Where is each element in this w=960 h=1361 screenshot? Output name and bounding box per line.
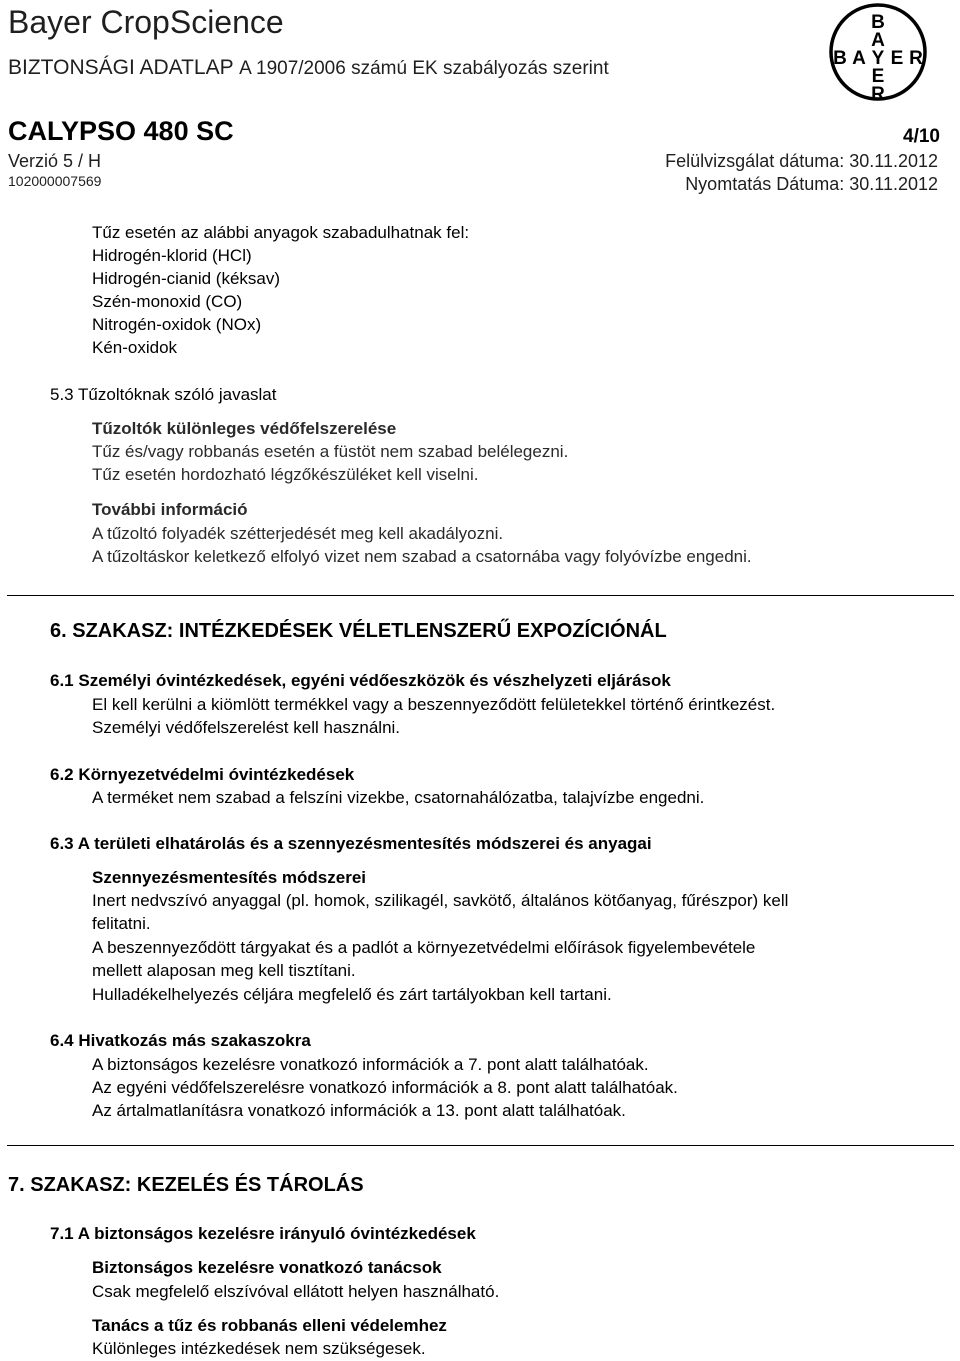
- regulation: A 1907/2006 számú EK szabályozás szerint: [239, 58, 609, 79]
- section-6-4-line: A biztonságos kezelésre vonatkozó információk a 7. pont alatt találhatóak.: [92, 1055, 649, 1074]
- section-6-3-line: A beszennyeződött tárgyakat és a padlót a környezetvédelmi előírások figyelembevétele: [92, 938, 756, 957]
- page-number: 4/10: [903, 126, 940, 147]
- logo-letter-b2: B: [833, 48, 847, 69]
- document-code: 102000007569: [8, 173, 102, 189]
- section-6-3-title: 6.3 A területi elhatárolás és a szennyezésmentesítés módszerei és anyagai: [50, 834, 652, 853]
- doc-type: BIZTONSÁGI ADATLAP: [8, 56, 234, 79]
- fire-product: Szén-monoxid (CO): [92, 292, 243, 311]
- section-6-2-title: 6.2 Környezetvédelmi óvintézkedések: [50, 765, 355, 784]
- fire-product: Hidrogén-cianid (kéksav): [92, 269, 281, 288]
- review-date: Felülvizsgálat dátuma: 30.11.2012: [665, 151, 938, 171]
- section-6-4-line: Az ártalmatlanításra vonatkozó információk a 13. pont alatt találhatóak.: [92, 1101, 626, 1120]
- equipment-title: Tűzoltók különleges védőfelszerelése: [92, 419, 397, 438]
- logo-letter-e: E: [871, 66, 885, 87]
- company-name: Bayer CropScience: [8, 4, 284, 40]
- logo-letter-a: A: [871, 30, 885, 51]
- handling-advice-title: Biztonságos kezelésre vonatkozó tanácsok: [92, 1258, 442, 1277]
- further-info-line: A tűzoltó folyadék szétterjedését meg kell akadályozni.: [92, 524, 504, 543]
- version: Verzió 5 / H: [8, 151, 102, 171]
- further-info-title: További információ: [92, 500, 248, 519]
- section-6-1-line: Személyi védőfelszerelést kell használni.: [92, 718, 401, 737]
- section-6-3-line: Hulladékelhelyezés céljára megfelelő és zárt tartályokban kell tartani.: [92, 985, 612, 1004]
- section-6-3-line: mellett alaposan meg kell tisztítani.: [92, 961, 356, 980]
- section-7-title: 7. SZAKASZ: KEZELÉS ÉS TÁROLÁS: [8, 1174, 364, 1196]
- section-6-4-line: Az egyéni védőfelszerelésre vonatkozó információk a 8. pont alatt találhatóak.: [92, 1078, 678, 1097]
- bayer-logo: [828, 2, 928, 102]
- section-6-1-line: El kell kerülni a kiömlött termékkel vagy a beszennyeződött felületekkel történő érintkezést.: [92, 695, 776, 714]
- section-7-1-title: 7.1 A biztonságos kezelésre irányuló óvintézkedések: [50, 1224, 476, 1243]
- fire-intro: Tűz esetén az alábbi anyagok szabadulhatnak fel:: [92, 223, 470, 242]
- section-divider: [7, 1145, 954, 1146]
- handling-advice-line: Csak megfelelő elszívóval ellátott helyen használható.: [92, 1282, 500, 1301]
- logo-letter-b: B: [871, 12, 885, 33]
- section-6-4-title: 6.4 Hivatkozás más szakaszokra: [50, 1031, 311, 1050]
- section-divider: [7, 595, 954, 596]
- fire-product: Hidrogén-klorid (HCl): [92, 246, 252, 265]
- logo-letter-y: Y: [871, 48, 885, 69]
- print-date: Nyomtatás Dátuma: 30.11.2012: [685, 174, 938, 194]
- fire-product: Kén-oxidok: [92, 338, 178, 357]
- section-6-3-line: Inert nedvszívó anyaggal (pl. homok, szilikagél, savkötő, általános kötőanyag, fűrészpor) kell: [92, 891, 789, 910]
- further-info-line: A tűzoltáskor keletkező elfolyó vizet nem szabad a csatornába vagy folyóvízbe engedni.: [92, 547, 752, 566]
- equipment-line: Tűz és/vagy robbanás esetén a füstöt nem szabad belélegezni.: [92, 442, 569, 461]
- equipment-line: Tűz esetén hordozható légzőkészüléket kell viselni.: [92, 465, 479, 484]
- section-6-2-line: A terméket nem szabad a felszíni vizekbe, csatornahálózatba, talajvízbe engedni.: [92, 788, 705, 807]
- section-6-1-title: 6.1 Személyi óvintézkedések, egyéni védőeszközök és vészhelyzeti eljárások: [50, 671, 671, 690]
- logo-letter-r: R: [871, 84, 885, 102]
- product-name: CALYPSO 480 SC: [8, 116, 234, 146]
- fire-protection-title: Tanács a tűz és robbanás elleni védelemhez: [92, 1316, 447, 1335]
- document-title: [8, 56, 609, 80]
- fire-protection-line: Különleges intézkedések nem szükségesek.: [92, 1339, 426, 1358]
- fire-product: Nitrogén-oxidok (NOx): [92, 315, 262, 334]
- section-6-3-subtitle: Szennyezésmentesítés módszerei: [92, 868, 367, 887]
- logo-letter-a2: A: [852, 48, 866, 69]
- logo-letter-r2: R: [909, 48, 923, 69]
- logo-letter-e2: E: [890, 48, 904, 69]
- section-6-title: 6. SZAKASZ: INTÉZKEDÉSEK VÉLETLENSZERŰ EXPOZÍCIÓNÁL: [50, 620, 667, 642]
- section-5-3-title: 5.3 Tűzoltóknak szóló javaslat: [50, 385, 277, 404]
- section-6-3-line: felitatni.: [92, 914, 151, 933]
